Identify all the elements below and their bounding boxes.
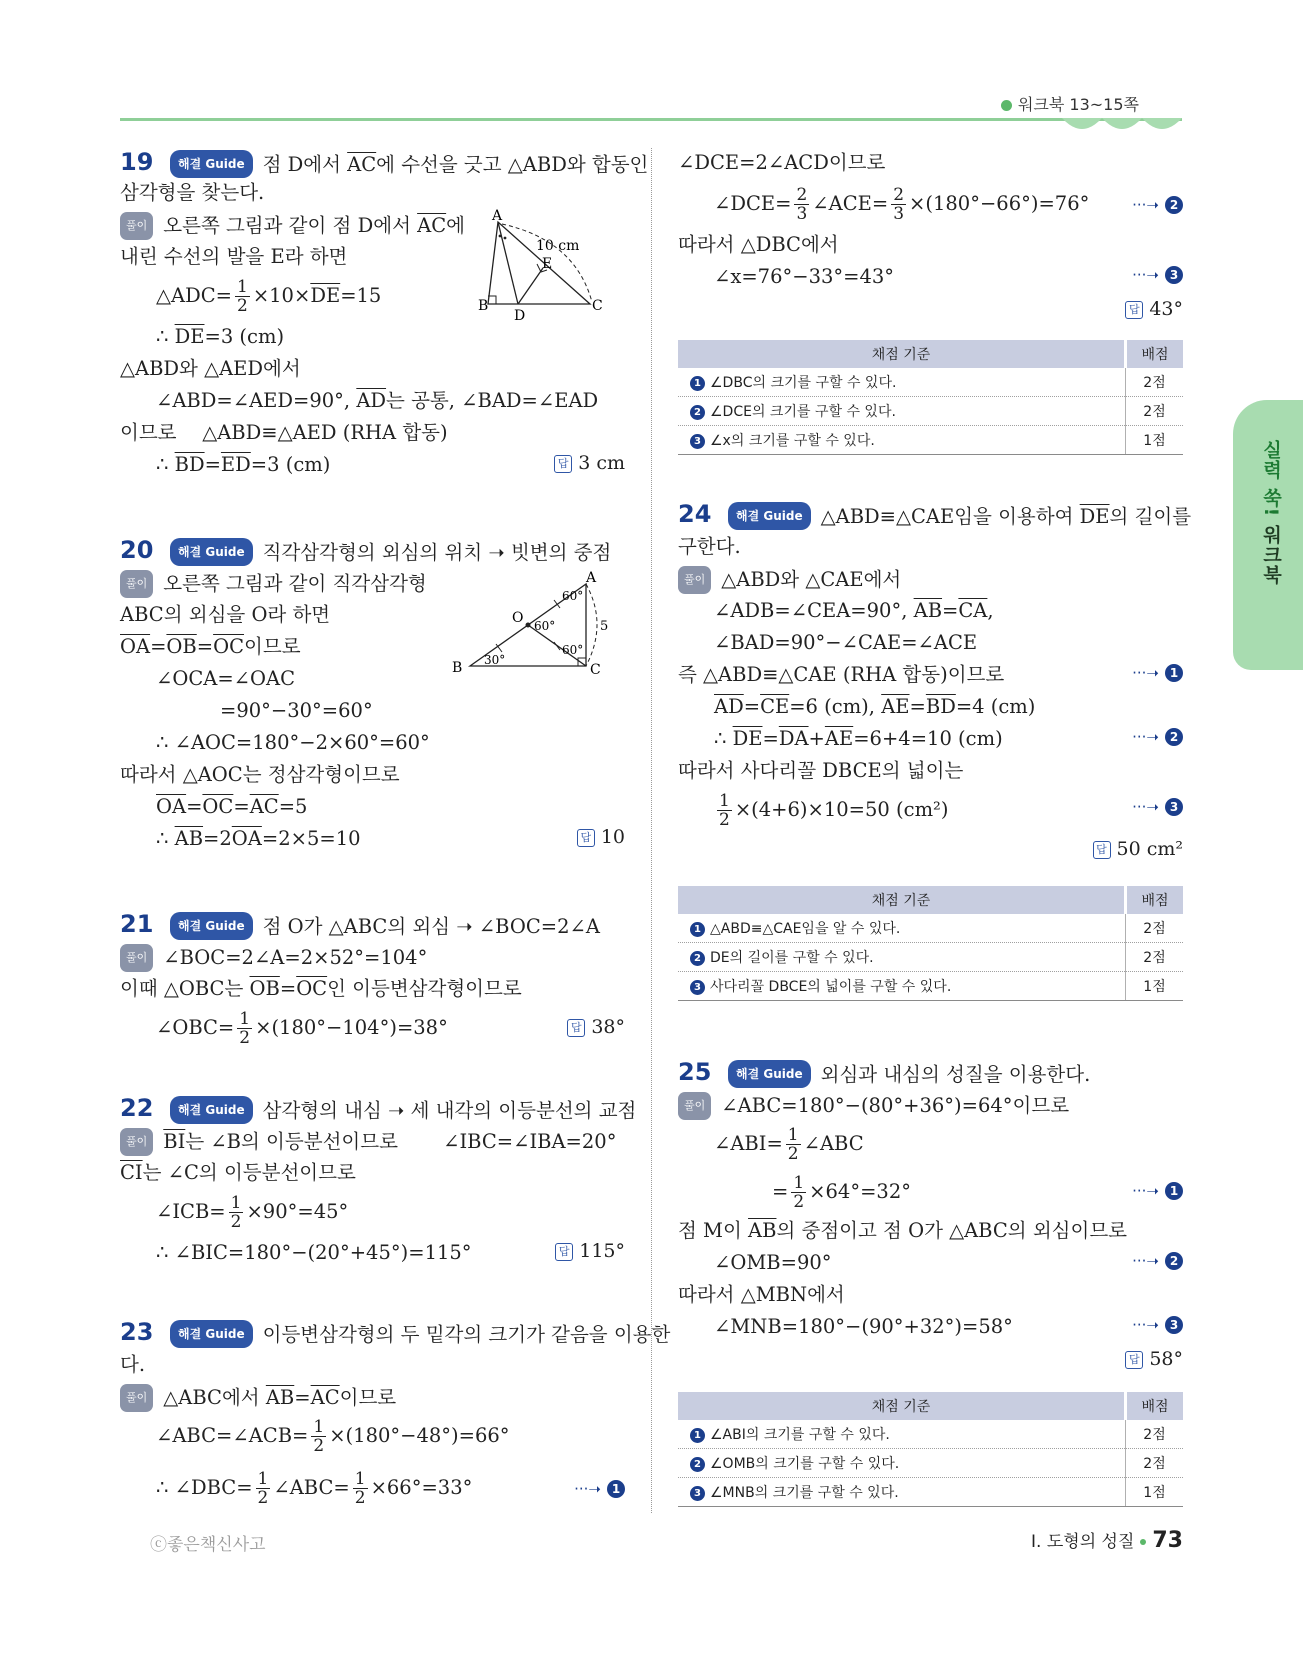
step-marker: ···➝ 2 — [1132, 728, 1183, 746]
solution-line: ∠OMB=90° — [714, 1251, 832, 1274]
solution-line: ∠ICB= $\frac{1}{2}$ ×90°=45° — [156, 1193, 349, 1232]
solution-line: ∴ $\overline{DE}=3$ (cm) — [156, 325, 285, 348]
solution-line: $\overline{AD}=\overline{CE}=6$ (cm), $\overline{AE}=\overline{BD}=4$ (cm) — [714, 695, 1036, 718]
label-o: O — [512, 610, 524, 626]
solution-line: 풀이 오른쪽 그림과 같이 직각삼각형 — [120, 570, 427, 598]
solution-line: ∠ABD=∠AED=90°, $\overline{AD}$는 공통, ∠BAD=∠EAD — [156, 389, 599, 412]
answer-icon: 답 — [567, 1019, 585, 1037]
figure-triangle-abc-19 — [478, 208, 630, 324]
solution-line: ∠ADB=∠CEA=90°, $\overline{AB}=\overline{CA}$, — [714, 599, 994, 622]
solution-line: ∠ABI= $\frac{1}{2}$ ∠ABC — [714, 1125, 864, 1164]
label-c: C — [590, 662, 601, 678]
guide-badge: 해결 Guide — [170, 912, 253, 940]
answer: 답 10 — [577, 826, 625, 848]
problem-number: 22 — [120, 1094, 154, 1122]
guide-line: 해결 Guide 이등변삼각형의 두 밑각의 크기가 같음을 이용한 — [170, 1320, 670, 1348]
label-e: E — [542, 256, 553, 272]
label-b: B — [452, 660, 463, 676]
solution-badge: 풀이 — [120, 570, 153, 598]
step-marker: ···➝ 3 — [1132, 1316, 1183, 1334]
side-tab-subtitle: 워크북 — [1260, 524, 1282, 585]
solution-line: 풀이 ∠ABC=180°−(80°+36°)=64°이므로 — [678, 1092, 1069, 1120]
table-row: 1 ∠DBC의 크기를 구할 수 있다. 2점 — [678, 368, 1183, 397]
table-header: 채점 기준 배점 — [678, 340, 1183, 368]
step-marker: ···➝ 1 — [1132, 1182, 1183, 1200]
page-footer — [1031, 1527, 1183, 1553]
figure-right-triangle-20 — [450, 570, 630, 684]
answer: 답 43° — [1125, 298, 1183, 320]
solution-badge: 풀이 — [678, 1092, 711, 1120]
label-c: C — [592, 298, 603, 314]
column-divider — [651, 148, 652, 1513]
solution-line: 따라서 사다리꼴 DBCE의 넓이는 — [678, 759, 964, 782]
solution-line: ∠MNB=180°−(90°+32°)=58° — [714, 1315, 1013, 1338]
label-a: A — [586, 570, 597, 586]
solution-line: = $\frac{1}{2}$ ×64°=32° — [772, 1173, 911, 1212]
guide-line: 해결 Guide 삼각형의 내심 ➝ 세 내각의 이등분선의 교점 — [170, 1096, 636, 1124]
guide-line-2: 삼각형을 찾는다. — [120, 181, 265, 204]
separator-dot-icon — [1140, 1539, 1146, 1545]
copyright: ⓒ좋은책신사고 — [150, 1535, 266, 1555]
solution-line: △ABD와 △AED에서 — [120, 357, 301, 380]
table-row: 1 ∠ABI의 크기를 구할 수 있다. 2점 — [678, 1420, 1183, 1449]
workbook-reference: 워크북 13~15쪽 — [1001, 92, 1139, 115]
answer-icon: 답 — [555, 1243, 573, 1261]
answer: 답 58° — [1125, 1348, 1183, 1370]
solution-badge: 풀이 — [678, 566, 711, 594]
solution-line: ∴ $\overline{AB}=2\overline{OA}=2\times 5=10$ — [156, 827, 361, 850]
page-number: 73 — [1152, 1528, 1183, 1553]
angle-60-o: 60° — [534, 619, 556, 633]
solution-line: ∠DCE= $\frac{2}{3}$ ∠ACE= $\frac{2}{3}$ ×(180°−66°)=76° — [714, 185, 1090, 224]
guide-line: 해결 Guide 직각삼각형의 외심의 위치 ➝ 빗변의 중점 — [170, 538, 611, 566]
guide-badge: 해결 Guide — [170, 1096, 253, 1124]
solution-line: $\overline{OA}=\overline{OC}=\overline{AC}=5$ — [156, 795, 308, 818]
solution-line: ∠OBC= $\frac{1}{2}$ ×(180°−104°)=38° — [156, 1009, 448, 1048]
guide-badge: 해결 Guide — [728, 1060, 811, 1088]
answer-icon: 답 — [1125, 301, 1143, 319]
solution-line: ∴ ∠BIC=180°−(20°+45°)=115° — [156, 1241, 472, 1264]
guide-badge: 해결 Guide — [170, 150, 253, 178]
step-marker: ···➝ 1 — [1132, 664, 1183, 682]
solution-line: ∠OCA=∠OAC — [156, 667, 295, 690]
solution-line: △ADC= $\frac{1}{2}$ $\times 10\times\overline{DE}=15$ — [156, 277, 382, 316]
table-row: 3 ∠x의 크기를 구할 수 있다. 1점 — [678, 426, 1183, 455]
solution-line: ∠DCE=2∠ACD이므로 — [678, 151, 886, 174]
solution-line: ∠ABC=∠ACB= $\frac{1}{2}$ ×(180°−48°)=66° — [156, 1417, 510, 1456]
problem-number: 21 — [120, 910, 154, 938]
solution-line: ∴ $\overline{DE}=\overline{DA}+\overline{AE}=6+4=10$ (cm) — [714, 727, 1003, 750]
guide-line: 해결 Guide 외심과 내심의 성질을 이용한다. — [728, 1060, 1090, 1088]
angle-60-c: 60° — [562, 643, 584, 657]
guide-badge: 해결 Guide — [728, 502, 811, 530]
solution-line: =90°−30°=60° — [220, 699, 373, 722]
table-row: 2 ∠DCE의 크기를 구할 수 있다. 2점 — [678, 397, 1183, 426]
label-a: A — [492, 208, 503, 224]
guide-badge: 해결 Guide — [170, 1320, 253, 1348]
header-wave-decoration — [1062, 118, 1184, 136]
table-header: 채점 기준 배점 — [678, 1392, 1183, 1420]
answer: 답 115° — [555, 1240, 625, 1262]
answer-icon: 답 — [1093, 841, 1111, 859]
problem-number: 25 — [678, 1058, 712, 1086]
solution-line: 따라서 △MBN에서 — [678, 1283, 845, 1306]
problem-number: 24 — [678, 500, 712, 528]
problem-number: 20 — [120, 536, 154, 564]
solution-line: 따라서 △AOC는 정삼각형이므로 — [120, 763, 400, 786]
answer: 답 38° — [567, 1016, 625, 1038]
solution-line: 내린 수선의 발을 E라 하면 — [120, 245, 348, 268]
problem-number: 23 — [120, 1318, 154, 1346]
solution-line: ∴ ∠DBC= $\frac{1}{2}$ ∠ABC= $\frac{1}{2}$ ×66°=33° — [156, 1469, 473, 1508]
guide-line-2: 다. — [120, 1353, 146, 1376]
solution-line: ∠BAD=90°−∠CAE=∠ACE — [714, 631, 978, 654]
guide-line: 해결 Guide △ABD≡△CAE임을 이용하여 $\overline{DE}$의 길이를 — [728, 502, 1191, 530]
solution-badge: 풀이 — [120, 1384, 153, 1412]
step-marker: ···➝ 3 — [1132, 798, 1183, 816]
table-row: 2 ∠OMB의 크기를 구할 수 있다. 2점 — [678, 1449, 1183, 1478]
header-rule — [120, 118, 1182, 121]
step-marker: ···➝ 2 — [1132, 1252, 1183, 1270]
table-row: 3 사다리꼴 DBCE의 넓이를 구할 수 있다. 1점 — [678, 972, 1183, 1001]
step-marker: ···➝ 1 — [574, 1480, 625, 1498]
answer: 답 50 cm² — [1093, 838, 1184, 860]
label-d: D — [514, 308, 526, 324]
angle-30: 30° — [484, 653, 506, 667]
solution-line: $\frac{1}{2}$ ×(4+6)×10=50 (cm²) — [719, 791, 949, 830]
answer-icon: 답 — [554, 455, 572, 473]
solution-line: ABC의 외심을 O라 하면 — [120, 603, 331, 626]
angle-60-a: 60° — [562, 589, 584, 603]
answer-icon: 답 — [1125, 1351, 1143, 1369]
solution-badge: 풀이 — [120, 944, 153, 972]
problem-number: 19 — [120, 148, 154, 176]
answer-icon: 답 — [577, 829, 595, 847]
scoring-table-24 — [678, 886, 1183, 1001]
solution-line: 이때 △OBC는 $\overline{OB}=\overline{OC}$인 이등변삼각형이므로 — [120, 977, 522, 1000]
table-header: 채점 기준 배점 — [678, 886, 1183, 914]
solution-line: ∴ $\overline{BD}=\overline{ED}=3$ (cm) — [156, 453, 331, 476]
solution-line: ∠x=76°−33°=43° — [714, 265, 895, 288]
solution-line: 풀이 오른쪽 그림과 같이 점 D에서 $\overline{AC}$에 — [120, 212, 465, 240]
side-tab-title: 실력 쑥! — [1260, 440, 1282, 518]
scoring-table-25 — [678, 1392, 1183, 1507]
solution-line: ∴ ∠AOC=180°−2×60°=60° — [156, 731, 430, 754]
answer: 답 3 cm — [554, 452, 625, 474]
solution-badge: 풀이 — [120, 1128, 153, 1156]
scoring-table-23 — [678, 340, 1183, 455]
step-marker: ···➝ 2 — [1132, 196, 1183, 214]
label-length: 10 cm — [536, 238, 580, 254]
table-row: 3 ∠MNB의 크기를 구할 수 있다. 1점 — [678, 1478, 1183, 1507]
solution-badge: 풀이 — [120, 212, 153, 240]
guide-line: 해결 Guide 점 D에서 $\overline{AC}$에 수선을 긋고 △ABD와 합동인 — [170, 150, 648, 178]
solution-line: 이므로 △ABD≡△AED (RHA 합동) — [120, 421, 448, 444]
solution-line: 풀이 △ABD와 △CAE에서 — [678, 566, 901, 594]
green-dot-icon — [1001, 100, 1012, 111]
solution-line: 따라서 △DBC에서 — [678, 233, 839, 256]
table-row: 2 DE의 길이를 구할 수 있다. 2점 — [678, 943, 1183, 972]
step-marker: ···➝ 3 — [1132, 266, 1183, 284]
guide-line-2: 구한다. — [678, 535, 741, 558]
guide-badge: 해결 Guide — [170, 538, 253, 566]
solution-line: 풀이 $\overline{BI}$는 ∠B의 이등분선이므로 ∠IBC=∠IBA=20° — [120, 1128, 616, 1156]
solution-line: 풀이 ∠BOC=2∠A=2×52°=104° — [120, 944, 427, 972]
guide-line: 해결 Guide 점 O가 △ABC의 외심 ➝ ∠BOC=2∠A — [170, 912, 600, 940]
label-b: B — [478, 298, 489, 314]
table-row: 1 △ABD≡△CAE임을 알 수 있다. 2점 — [678, 914, 1183, 943]
section-side-tab — [1233, 400, 1303, 670]
solution-line: 즉 △ABD≡△CAE (RHA 합동)이므로 — [678, 663, 1005, 686]
label-five: 5 — [600, 619, 609, 634]
solution-line: $\overline{OA}=\overline{OB}=\overline{OC}$이므로 — [120, 635, 301, 658]
chapter-title: Ⅰ. 도형의 성질 — [1031, 1532, 1135, 1552]
solution-line: 점 M이 $\overline{AB}$의 중점이고 점 O가 △ABC의 외심이므로 — [678, 1219, 1128, 1242]
solution-line: 풀이 △ABC에서 $\overline{AB}=\overline{AC}$이므로 — [120, 1384, 396, 1412]
solution-line: $\overline{CI}$는 ∠C의 이등분선이므로 — [120, 1161, 356, 1184]
